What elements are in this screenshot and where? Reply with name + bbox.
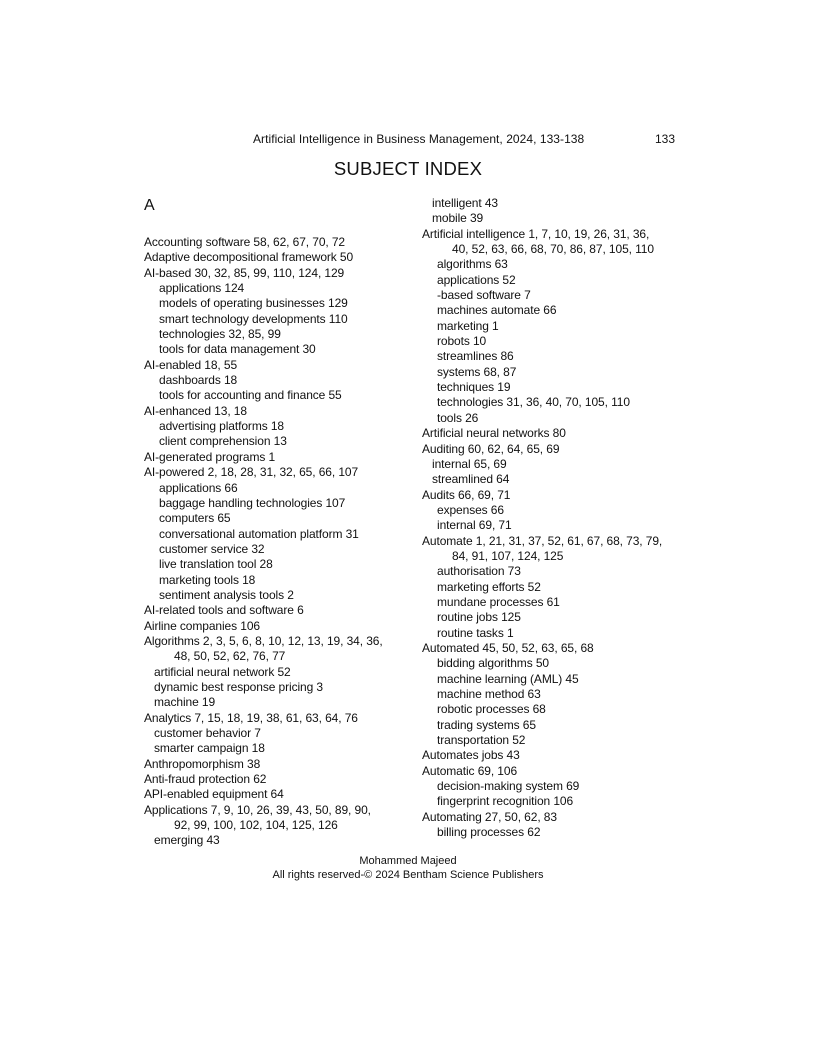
index-main-entry: Artificial intelligence 1, 7, 10, 19, 26, 31, 36, bbox=[422, 226, 650, 241]
page-title: SUBJECT INDEX bbox=[333, 158, 483, 179]
index-main-entry: Anthropomorphism 38 bbox=[144, 756, 261, 771]
index-sub-entry: streamlines 86 bbox=[437, 349, 514, 364]
index-sub-entry: internal 65, 69 bbox=[432, 456, 507, 471]
page-number: 133 bbox=[655, 132, 676, 146]
index-sub-entry: routine tasks 1 bbox=[437, 625, 514, 640]
index-main-entry: Automates jobs 43 bbox=[422, 748, 520, 763]
index-sub-entry: bidding algorithms 50 bbox=[437, 656, 549, 671]
index-main-entry: Anti-fraud protection 62 bbox=[144, 772, 267, 787]
index-sub-entry: tools 26 bbox=[437, 410, 479, 425]
index-sub-entry: mobile 39 bbox=[432, 211, 484, 226]
right-column bbox=[422, 196, 712, 840]
index-main-entry: AI-enabled 18, 55 bbox=[144, 357, 238, 372]
index-sub-entry: technologies 31, 36, 40, 70, 105, 110 bbox=[437, 395, 630, 410]
index-main-entry: Adaptive decompositional framework 50 bbox=[144, 250, 354, 265]
running-head: Artificial Intelligence in Business Management, 2024, 133-138 bbox=[253, 132, 585, 146]
index-sub-entry: routine jobs 125 bbox=[437, 610, 521, 625]
index-sub-entry: technologies 32, 85, 99 bbox=[159, 327, 281, 342]
section-letter: A bbox=[144, 197, 155, 214]
index-sub-entry: computers 65 bbox=[159, 511, 231, 526]
index-sub-entry: dashboards 18 bbox=[159, 373, 238, 388]
index-sub-entry: emerging 43 bbox=[154, 833, 220, 848]
index-sub-entry: marketing tools 18 bbox=[159, 572, 256, 587]
index-main-entry: AI-enhanced 13, 18 bbox=[144, 403, 247, 418]
index-sub-entry: smart technology developments 110 bbox=[159, 311, 348, 326]
index-sub-entry: techniques 19 bbox=[437, 380, 511, 395]
index-sub-entry: applications 124 bbox=[159, 281, 245, 296]
footer-rights: All rights reserved-© 2024 Bentham Science Publishers bbox=[272, 869, 544, 881]
index-sub-entry: advertising platforms 18 bbox=[159, 419, 284, 434]
index-main-entry: AI-generated programs 1 bbox=[144, 449, 276, 464]
index-sub-entry: internal 69, 71 bbox=[437, 518, 512, 533]
index-sub-entry: marketing efforts 52 bbox=[437, 579, 541, 594]
index-main-entry: Auditing 60, 62, 64, 65, 69 bbox=[422, 441, 560, 456]
index-main-entry: Automating 27, 50, 62, 83 bbox=[422, 809, 557, 824]
index-sub-entry: baggage handling technologies 107 bbox=[159, 495, 346, 510]
index-sub-entry: machine 19 bbox=[154, 695, 216, 710]
index-sub-entry: expenses 66 bbox=[437, 502, 504, 517]
index-sub-entry: machines automate 66 bbox=[437, 303, 557, 318]
index-sub-entry: decision-making system 69 bbox=[437, 779, 580, 794]
index-sub-entry: machine learning (AML) 45 bbox=[437, 671, 579, 686]
index-sub-entry: conversational automation platform 31 bbox=[159, 526, 359, 541]
index-sub-entry: dynamic best response pricing 3 bbox=[154, 679, 323, 694]
index-entry-continuation: 92, 99, 100, 102, 104, 125, 126 bbox=[174, 818, 338, 833]
index-sub-entry: machine method 63 bbox=[437, 687, 541, 701]
index-sub-entry: trading systems 65 bbox=[437, 717, 536, 732]
index-main-entry: AI-based 30, 32, 85, 99, 110, 124, 129 bbox=[144, 265, 345, 280]
index-main-entry: Applications 7, 9, 10, 26, 39, 43, 50, 89, 90, bbox=[144, 802, 371, 817]
index-main-entry: AI-powered 2, 18, 28, 31, 32, 65, 66, 107 bbox=[144, 465, 359, 480]
index-entry-continuation: 84, 91, 107, 124, 125 bbox=[452, 548, 564, 563]
footer-author: Mohammed Majeed bbox=[359, 855, 457, 867]
index-main-entry: Automate 1, 21, 31, 37, 52, 61, 67, 68, 73, 79, bbox=[422, 533, 663, 548]
index-sub-entry: intelligent 43 bbox=[432, 196, 498, 210]
index-sub-entry: sentiment analysis tools 2 bbox=[159, 587, 294, 602]
index-sub-entry: billing processes 62 bbox=[437, 825, 541, 840]
index-sub-entry: models of operating businesses 129 bbox=[159, 296, 348, 311]
index-sub-entry: tools for accounting and finance 55 bbox=[159, 388, 342, 403]
index-main-entry: Automated 45, 50, 52, 63, 65, 68 bbox=[422, 640, 594, 655]
index-main-entry: AI-related tools and software 6 bbox=[144, 603, 304, 618]
left-column bbox=[144, 196, 434, 849]
index-sub-entry: artificial neural network 52 bbox=[154, 664, 291, 679]
index-sub-entry: systems 68, 87 bbox=[437, 364, 517, 379]
index-main-entry: Artificial neural networks 80 bbox=[422, 426, 566, 441]
index-sub-entry: applications 66 bbox=[159, 480, 238, 495]
index-main-entry: Automatic 69, 106 bbox=[422, 763, 518, 778]
index-main-entry: Accounting software 58, 62, 67, 70, 72 bbox=[144, 235, 346, 249]
index-main-entry: Audits 66, 69, 71 bbox=[422, 487, 511, 502]
index-main-entry: Airline companies 106 bbox=[144, 618, 260, 633]
index-main-entry: Algorithms 2, 3, 5, 6, 8, 10, 12, 13, 19, 34, 36, bbox=[144, 633, 383, 648]
index-sub-entry: authorisation 73 bbox=[437, 564, 521, 579]
index-sub-entry: -based software 7 bbox=[437, 288, 531, 303]
index-sub-entry: algorithms 63 bbox=[437, 257, 508, 272]
index-sub-entry: customer behavior 7 bbox=[154, 726, 261, 740]
index-sub-entry: robotic processes 68 bbox=[437, 702, 546, 717]
index-sub-entry: streamlined 64 bbox=[432, 472, 510, 487]
index-sub-entry: client comprehension 13 bbox=[159, 434, 287, 449]
index-sub-entry: fingerprint recognition 106 bbox=[437, 794, 574, 809]
index-entry-continuation: 40, 52, 63, 66, 68, 70, 86, 87, 105, 110 bbox=[452, 242, 654, 257]
index-sub-entry: live translation tool 28 bbox=[159, 557, 273, 572]
index-sub-entry: applications 52 bbox=[437, 272, 516, 287]
index-sub-entry: marketing 1 bbox=[437, 318, 499, 333]
index-sub-entry: robots 10 bbox=[437, 334, 487, 349]
index-sub-entry: transportation 52 bbox=[437, 733, 526, 748]
index-sub-entry: mundane processes 61 bbox=[437, 594, 560, 609]
index-sub-entry: tools for data management 30 bbox=[159, 342, 316, 357]
index-sub-entry: smarter campaign 18 bbox=[154, 741, 265, 756]
index-main-entry: Analytics 7, 15, 18, 19, 38, 61, 63, 64, 76 bbox=[144, 710, 358, 725]
index-sub-entry: customer service 32 bbox=[159, 541, 265, 556]
index-entry-continuation: 48, 50, 52, 62, 76, 77 bbox=[174, 649, 286, 664]
index-main-entry: API-enabled equipment 64 bbox=[144, 787, 284, 802]
